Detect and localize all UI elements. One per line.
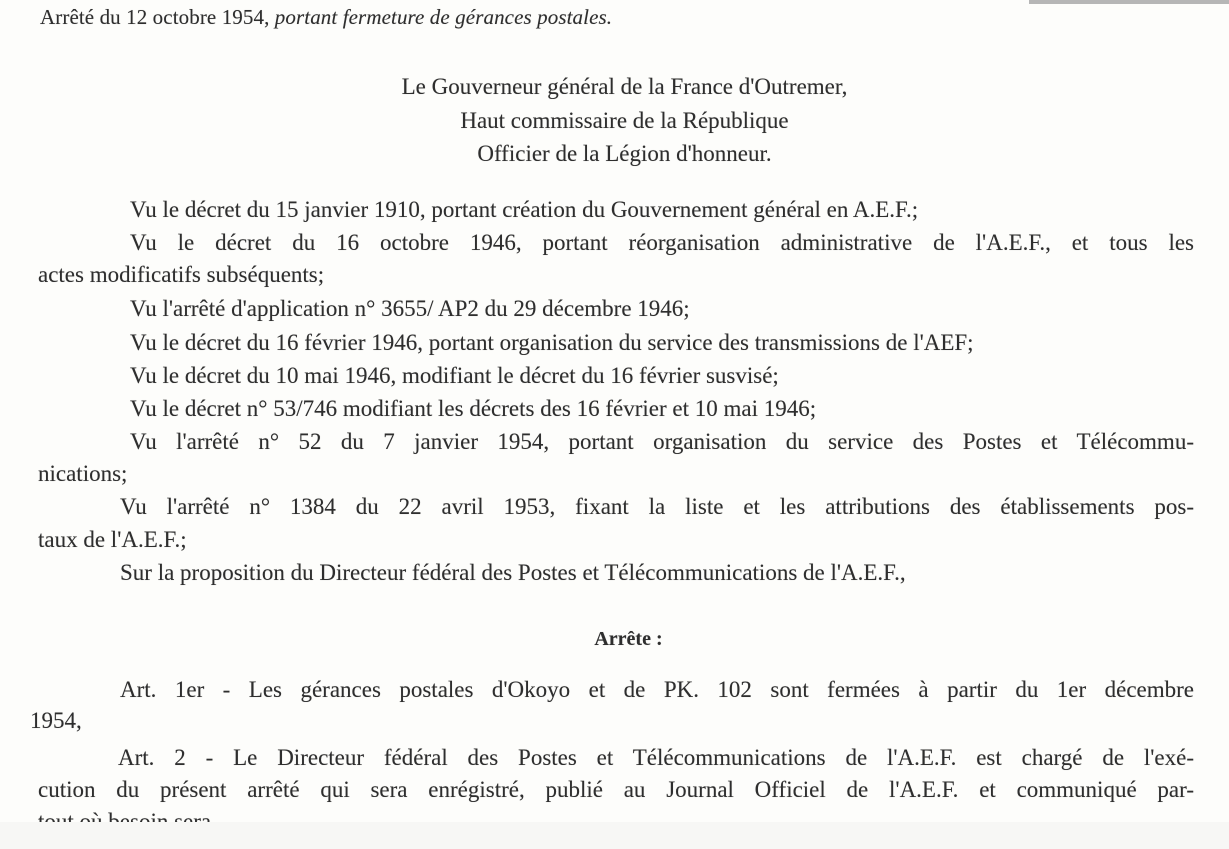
- body-line: Vu le décret du 16 février 1946, portant organisation du service des transmissions de l'AEF;: [130, 330, 974, 355]
- scan-artifact: [1029, 0, 1229, 4]
- document-title: [40, 4, 612, 31]
- body-line: Vu l'arrêté n° 52 du 7 janvier 1954, portant organisation du service des Postes et Télécommu-: [130, 429, 1194, 454]
- body-line: Vu le décret du 15 janvier 1910, portant création du Gouvernement général en A.E.F.;: [130, 197, 919, 222]
- body-line: nications;: [38, 461, 128, 486]
- body-line: Vu l'arrêté d'application n° 3655/ AP2 du 29 décembre 1946;: [130, 296, 690, 321]
- title-text: Arrêté du 12 octobre 1954,: [40, 5, 270, 29]
- body-line: Sur la proposition du Directeur fédéral des Postes et Télécommunications de l'A.E.F.,: [120, 560, 906, 585]
- body-line: Vu l'arrêté n° 1384 du 22 avril 1953, fixant la liste et les attributions des établissements pos-: [120, 494, 1194, 519]
- article-line: 1954,: [30, 708, 82, 733]
- page-crop-edge: [0, 822, 1229, 849]
- body-line: taux de l'A.E.F.;: [38, 527, 187, 552]
- header-line: Officier de la Légion d'honneur.: [477, 141, 772, 166]
- body-line: Vu le décret du 10 mai 1946, modifiant le décret du 16 février susvisé;: [130, 363, 779, 388]
- arrete-heading: Arrête :: [594, 628, 663, 650]
- header-line: Haut commissaire de la République: [460, 108, 789, 133]
- header-line: Le Gouverneur général de la France d'Outremer,: [401, 74, 848, 99]
- article-line: Art. 2 - Le Directeur fédéral des Postes et Télécommunications de l'A.E.F. est chargé de l'exé-: [118, 745, 1194, 770]
- body-line: Vu le décret du 16 octobre 1946, portant réorganisation administrative de l'A.E.F., et tous les: [130, 230, 1194, 255]
- body-line: actes modificatifs subséquents;: [38, 262, 325, 287]
- body-line: Vu le décret n° 53/746 modifiant les décrets des 16 février et 10 mai 1946;: [130, 396, 817, 421]
- article-line: Art. 1er - Les gérances postales d'Okoyo et de PK. 102 sont fermées à partir du 1er décembre: [120, 677, 1194, 702]
- title-italic-text: portant fermeture de gérances postales.: [269, 5, 613, 29]
- article-line: cution du présent arrêté qui sera enrégistré, publié au Journal Officiel de l'A.E.F. et communiqué par-: [38, 777, 1194, 802]
